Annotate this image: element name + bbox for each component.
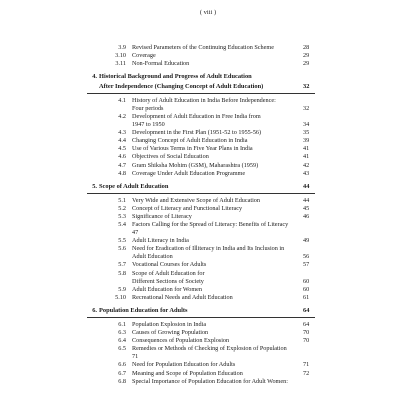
entry-number: 6.7 (118, 369, 126, 377)
entry-title: Revised Parameters of the Continuing Education Scheme (132, 44, 274, 51)
entry-title: Significance of Literacy (132, 213, 192, 221)
entry-page-number: 34 (303, 121, 310, 129)
toc-entry (105, 321, 315, 329)
entry-title: Recreational Needs and Adult Education (132, 293, 233, 301)
entry-title: Coverage Under Adult Education Programme (132, 169, 246, 177)
entry-title: Population Education for Adults (99, 306, 188, 314)
toc-entry (105, 97, 315, 105)
toc-entry (105, 370, 315, 378)
toc-entry-continuation (105, 121, 315, 129)
entry-number: 4.2 (118, 113, 126, 121)
entry-page-number: 60 (303, 277, 310, 285)
entry-number: 5.7 (118, 261, 126, 269)
entry-title: 47 (132, 229, 139, 237)
entry-title: Use of Various Terms in Five Year Plans in India (132, 145, 253, 153)
chapter-heading (92, 182, 315, 192)
entry-number: 5.8 (118, 269, 126, 277)
entry-number: 5.5 (118, 237, 126, 245)
toc-entry (105, 137, 315, 145)
toc-entry (105, 286, 315, 294)
entry-title: Scope of Adult Education (99, 182, 169, 190)
entry-title: Development in the First Plan (1951-52 to 1955-56) (132, 129, 262, 137)
entry-title: 71 (132, 353, 139, 361)
toc-entry (105, 337, 315, 345)
chapter-rule (87, 93, 315, 94)
entry-title: Four periods (132, 105, 164, 113)
entry-number: 4.3 (118, 129, 126, 137)
entry-number: 6.8 (118, 377, 126, 385)
entry-page-number: 44 (303, 182, 310, 190)
entry-page-number: 57 (303, 261, 310, 269)
entry-title: Development of Adult Education in Free India from (132, 113, 261, 121)
toc-entry (105, 294, 315, 302)
entry-title: Scope of Adult Education for (132, 269, 205, 277)
toc-entry (105, 213, 315, 221)
entry-number: 6.6 (118, 361, 126, 369)
entry-page-number: 72 (303, 369, 310, 377)
entry-number: 4. (92, 73, 97, 81)
table-of-contents (92, 44, 315, 386)
entry-title: Remedies or Methods of Checking of Explosion of Population (132, 345, 287, 353)
toc-entry (105, 129, 315, 137)
toc-entry-continuation (105, 229, 315, 237)
entry-page-number: 56 (303, 253, 310, 261)
entry-page-number: 45 (303, 205, 310, 213)
entry-page-number: 29 (303, 52, 310, 60)
entry-page-number: 49 (303, 237, 310, 245)
entry-title: Historical Background and Progress of Adult Education (99, 73, 252, 81)
entry-page-number: 28 (303, 44, 310, 51)
entry-number: 5.2 (118, 205, 126, 213)
entry-number: 6. (92, 306, 97, 314)
entry-title: Factors Calling for the Spread of Literacy: Benefits of Literacy (132, 221, 289, 229)
entry-title: Objectives of Social Education (132, 153, 209, 161)
entry-number: 5.10 (115, 293, 126, 301)
chapter-heading (92, 306, 315, 316)
toc-entry-continuation (105, 278, 315, 286)
entry-title: Concept of Literacy and Functional Literacy (132, 205, 243, 213)
entry-number: 6.4 (118, 337, 126, 345)
entry-page-number: 64 (303, 321, 310, 329)
toc-entry (105, 52, 315, 60)
toc-entry (105, 170, 315, 178)
entry-page-number: 60 (303, 285, 310, 293)
entry-title: Gram Shiksha Mohim (GSM), Maharashtra (1959) (132, 161, 259, 169)
entry-title: After Independence (Changing Concept of Adult Education) (99, 82, 264, 90)
entry-number: 4.6 (118, 153, 126, 161)
entry-title: Meaning and Scope of Population Education (132, 369, 243, 377)
entry-number: 5. (92, 182, 97, 190)
chapter-heading (92, 72, 315, 82)
entry-number: 6.5 (118, 345, 126, 353)
toc-entry (105, 113, 315, 121)
entry-title: Adult Education (132, 253, 173, 261)
entry-title: Very Wide and Extensive Scope of Adult Education (132, 197, 260, 205)
entry-number: 4.5 (118, 145, 126, 153)
toc-entry (105, 237, 315, 245)
entry-title: Changing Concept of Adult Education in India (132, 137, 248, 145)
chapter-rule (87, 317, 315, 318)
entry-title: Adult Education for Women (132, 285, 203, 293)
entry-number: 4.7 (118, 161, 126, 169)
entry-page-number: 32 (303, 105, 310, 113)
entry-number: 5.9 (118, 285, 126, 293)
toc-entry (105, 361, 315, 369)
entry-title: Special Importance of Population Education for Adult Women: (132, 377, 288, 385)
entry-title: Coverage (132, 52, 156, 60)
entry-number: 5.1 (118, 197, 126, 205)
entry-page-number: 71 (303, 361, 310, 369)
entry-title: Consequences of Population Explosion (132, 337, 230, 345)
entry-number: 5.3 (118, 213, 126, 221)
entry-title: History of Adult Education in India Before Independence: (132, 97, 276, 105)
toc-entry (105, 345, 315, 353)
entry-title: 1947 to 1950 (132, 121, 165, 129)
entry-title: Need for Population Education for Adults (132, 361, 236, 369)
entry-page-number: 70 (303, 337, 310, 345)
entry-number: 5.4 (118, 221, 126, 229)
toc-entry-continuation (105, 353, 315, 361)
entry-page-number: 32 (303, 82, 310, 90)
entry-title: Population Explosion in India (132, 321, 207, 329)
toc-entry (105, 261, 315, 269)
chapter-rule (87, 193, 315, 194)
entry-title: Need for Eradication of Illiteracy in India and Its Inclusion in (132, 245, 285, 253)
entry-title: Different Sections of Society (132, 277, 204, 285)
entry-number: 4.1 (118, 97, 126, 105)
entry-page-number: 42 (303, 161, 310, 169)
entry-number: 5.6 (118, 245, 126, 253)
entry-number: 4.8 (118, 169, 126, 177)
entry-page-number: 61 (303, 293, 310, 301)
entry-page-number: 43 (303, 169, 310, 177)
toc-entry (105, 153, 315, 161)
toc-entry (105, 378, 315, 386)
entry-page-number: 44 (303, 197, 310, 205)
toc-entry (105, 205, 315, 213)
entry-page-number: 29 (303, 60, 310, 68)
entry-number: 6.3 (118, 329, 126, 337)
toc-entry (105, 44, 315, 52)
entry-page-number: 41 (303, 153, 310, 161)
entry-number: 6.1 (118, 321, 126, 329)
entry-title: Adult Literacy in India (132, 237, 189, 245)
entry-title: Vocational Courses for Adults (132, 261, 207, 269)
toc-entry (105, 145, 315, 153)
toc-entry (105, 60, 315, 68)
toc-entry (105, 162, 315, 170)
entry-page-number: 64 (303, 306, 310, 314)
entry-number: 3.9 (118, 44, 126, 51)
entry-number: 3.11 (115, 60, 126, 68)
toc-entry-continuation (105, 105, 315, 113)
entry-number: 3.10 (115, 52, 126, 60)
chapter-heading (99, 82, 315, 92)
toc-entry (105, 329, 315, 337)
toc-entry (105, 221, 315, 229)
entry-page-number: 46 (303, 213, 310, 221)
entry-page-number: 35 (303, 129, 310, 137)
toc-entry (105, 270, 315, 278)
toc-entry-continuation (105, 253, 315, 261)
toc-entry (105, 245, 315, 253)
entry-number: 4.4 (118, 137, 126, 145)
entry-title: Causes of Growing Population (132, 329, 209, 337)
page-folio: ( viii ) (199, 9, 217, 16)
entry-title: Non-Formal Education (132, 60, 190, 68)
toc-entry (105, 197, 315, 205)
entry-page-number: 70 (303, 329, 310, 337)
entry-page-number: 41 (303, 145, 310, 153)
entry-page-number: 39 (303, 137, 310, 145)
